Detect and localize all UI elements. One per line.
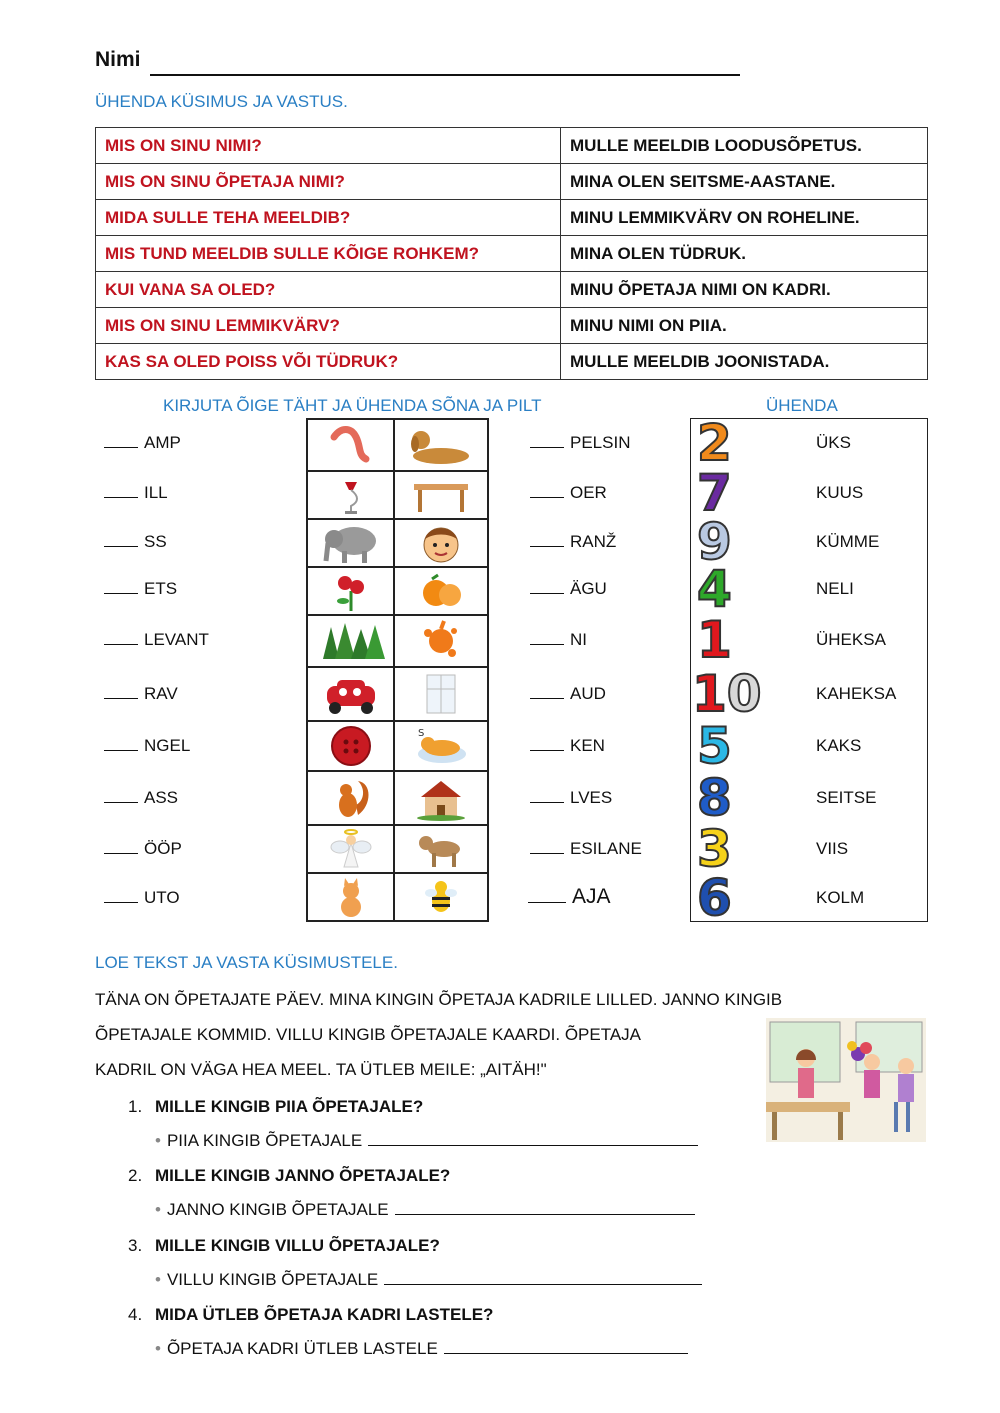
digit-2[interactable]: 2	[697, 414, 732, 472]
answer-cell[interactable]: MULLE MEELDIB JOONISTADA.	[561, 344, 928, 380]
reading-text-line: KADRIL ON VÄGA HEA MEEL. TA ÜTLEB MEILE: „AITÄH!"	[95, 1060, 547, 1079]
bullet-icon: •	[155, 1339, 161, 1358]
forest-picture[interactable]	[307, 615, 394, 667]
word-item[interactable]: ETS	[104, 579, 177, 599]
bullet-icon: •	[155, 1131, 161, 1150]
angel-picture[interactable]	[307, 825, 394, 873]
word-item[interactable]: ASS	[104, 788, 178, 808]
reading-text-line: TÄNA ON ÕPETAJATE PÄEV. MINA KINGIN ÕPETAJA KADRILE LILLED. JANNO KINGIB	[95, 990, 783, 1009]
digit-9[interactable]: 9	[697, 513, 732, 571]
word-item[interactable]: AUD	[530, 684, 606, 704]
bullet-icon: •	[155, 1270, 161, 1289]
elephant-picture[interactable]	[307, 519, 394, 567]
number-word[interactable]: SEITSE	[816, 788, 877, 807]
answer-cell[interactable]: MINU NIMI ON PIIA.	[561, 308, 928, 344]
sleeping-cat-picture[interactable]	[394, 721, 488, 771]
digit-10-one: 1	[692, 665, 727, 723]
answer-line[interactable]: • ÕPETAJA KADRI ÜTLEB LASTELE	[155, 1339, 688, 1359]
answer-line[interactable]: • JANNO KINGIB ÕPETAJALE	[155, 1200, 695, 1220]
rose-picture[interactable]	[307, 567, 394, 615]
button-picture[interactable]	[307, 721, 394, 771]
boy-face-picture[interactable]	[394, 519, 488, 567]
question-cell[interactable]: MIS ON SINU NIMI?	[96, 128, 561, 164]
question-answer-table	[95, 127, 928, 380]
section2-title-right: ÜHENDA	[766, 396, 838, 415]
answer-cell[interactable]: MINA OLEN SEITSME-AASTANE.	[561, 164, 928, 200]
answer-cell[interactable]: MINU LEMMIKVÄRV ON ROHELINE.	[561, 200, 928, 236]
digit-5[interactable]: 5	[697, 717, 732, 775]
lamp-picture[interactable]	[307, 471, 394, 519]
question-cell[interactable]: MIDA SULLE TEHA MEELDIB?	[96, 200, 561, 236]
digit-3[interactable]: 3	[697, 820, 732, 878]
word-item[interactable]: KEN	[530, 736, 605, 756]
question-cell[interactable]: MIS ON SINU LEMMIKVÄRV?	[96, 308, 561, 344]
word-item[interactable]: ÖÖP	[104, 839, 182, 859]
table-row	[96, 200, 928, 236]
answer-cell[interactable]: MINU ÕPETAJA NIMI ON KADRI.	[561, 272, 928, 308]
word-item[interactable]: LVES	[530, 788, 612, 808]
orange-picture[interactable]	[394, 567, 488, 615]
question-cell[interactable]: MIS TUND MEELDIB SULLE KÕIGE ROHKEM?	[96, 236, 561, 272]
name-input-line[interactable]	[150, 74, 740, 76]
window-picture[interactable]	[394, 667, 488, 721]
word-item[interactable]: RANŽ	[530, 532, 616, 552]
number-word[interactable]: ÜKS	[816, 433, 851, 452]
table-row	[96, 272, 928, 308]
question-cell[interactable]: KUI VANA SA OLED?	[96, 272, 561, 308]
word-item[interactable]: ILL	[104, 483, 168, 503]
lynx-picture[interactable]	[394, 825, 488, 873]
word-item[interactable]: NI	[530, 630, 587, 650]
digit-1[interactable]: 1	[697, 611, 732, 669]
question-text: MILLE KINGIB VILLU ÕPETAJALE?	[155, 1236, 440, 1255]
answer-cell[interactable]: MINA OLEN TÜDRUK.	[561, 236, 928, 272]
question-text: MILLE KINGIB PIIA ÕPETAJALE?	[155, 1097, 424, 1116]
question-number: 4.	[128, 1305, 143, 1324]
word-item[interactable]: SS	[104, 532, 167, 552]
section3-title: LOE TEKST JA VASTA KÜSIMUSTELE.	[95, 953, 398, 972]
bee-picture[interactable]	[394, 873, 488, 921]
picture-grid	[306, 418, 489, 922]
word-item[interactable]: OER	[530, 483, 607, 503]
question-number: 1.	[128, 1097, 143, 1116]
number-word[interactable]: NELI	[816, 579, 854, 598]
word-item[interactable]: AMP	[104, 433, 181, 453]
paint-splash-picture[interactable]	[394, 615, 488, 667]
number-word[interactable]: KÜMME	[816, 532, 880, 551]
digit-6[interactable]: 6	[697, 869, 732, 927]
table-row	[96, 344, 928, 380]
digit-7[interactable]: 7	[697, 464, 732, 522]
number-word[interactable]: KOLM	[816, 888, 865, 907]
word-item[interactable]: UTO	[104, 888, 180, 908]
word-item[interactable]: PELSIN	[530, 433, 630, 453]
question-text: MIDA ÜTLEB ÕPETAJA KADRI LASTELE?	[155, 1305, 494, 1324]
name-label: Nimi	[95, 48, 141, 71]
question-number: 3.	[128, 1236, 143, 1255]
kitten-picture[interactable]	[307, 873, 394, 921]
number-word[interactable]: KAHEKSA	[816, 684, 897, 703]
word-item[interactable]: LEVANT	[104, 630, 209, 650]
digit-10-zero: 0	[726, 665, 762, 723]
answer-line[interactable]: • PIIA KINGIB ÕPETAJALE	[155, 1131, 698, 1151]
word-item[interactable]: RAV	[104, 684, 178, 704]
bullet-icon: •	[155, 1200, 161, 1219]
word-item[interactable]: NGEL	[104, 736, 190, 756]
number-word[interactable]: VIIS	[816, 839, 849, 858]
question-cell[interactable]: MIS ON SINU ÕPETAJA NIMI?	[96, 164, 561, 200]
digit-8[interactable]: 8	[697, 769, 732, 827]
dog-picture[interactable]	[394, 419, 488, 471]
digit-10[interactable]	[692, 665, 762, 723]
question-number: 2.	[128, 1166, 143, 1185]
section2-title: KIRJUTA ÕIGE TÄHT JA ÜHENDA SÕNA JA PILT	[163, 396, 542, 415]
answer-line[interactable]: • VILLU KINGIB ÕPETAJALE	[155, 1270, 702, 1290]
classroom-children-flowers-picture	[766, 1018, 926, 1142]
table-row	[96, 308, 928, 344]
question-cell[interactable]: KAS SA OLED POISS VÕI TÜDRUK?	[96, 344, 561, 380]
reading-text-line: ÕPETAJALE KOMMID. VILLU KINGIB ÕPETAJALE KAARDI. ÕPETAJA	[95, 1025, 642, 1044]
word-item[interactable]: AJA	[528, 885, 611, 909]
table-row	[96, 236, 928, 272]
section1-title: ÜHENDA KÜSIMUS JA VASTUS.	[95, 92, 348, 111]
word-item[interactable]: ESILANE	[530, 839, 642, 859]
number-word[interactable]: KAKS	[816, 736, 862, 755]
squirrel-picture[interactable]	[307, 771, 394, 825]
table-picture[interactable]	[394, 471, 488, 519]
house-picture[interactable]	[394, 771, 488, 825]
table-row	[96, 128, 928, 164]
car-picture[interactable]	[307, 667, 394, 721]
number-word[interactable]: KUUS	[816, 483, 864, 502]
question-text: MILLE KINGIB JANNO ÕPETAJALE?	[155, 1166, 451, 1185]
digit-4[interactable]: 4	[697, 560, 732, 618]
answer-cell[interactable]: MULLE MEELDIB LOODUSÕPETUS.	[561, 128, 928, 164]
word-item[interactable]: ÄGU	[530, 579, 607, 599]
worm-picture[interactable]	[307, 419, 394, 471]
svg-text:S: S	[418, 728, 425, 739]
number-word[interactable]: ÜHEKSA	[816, 630, 886, 649]
table-row	[96, 164, 928, 200]
